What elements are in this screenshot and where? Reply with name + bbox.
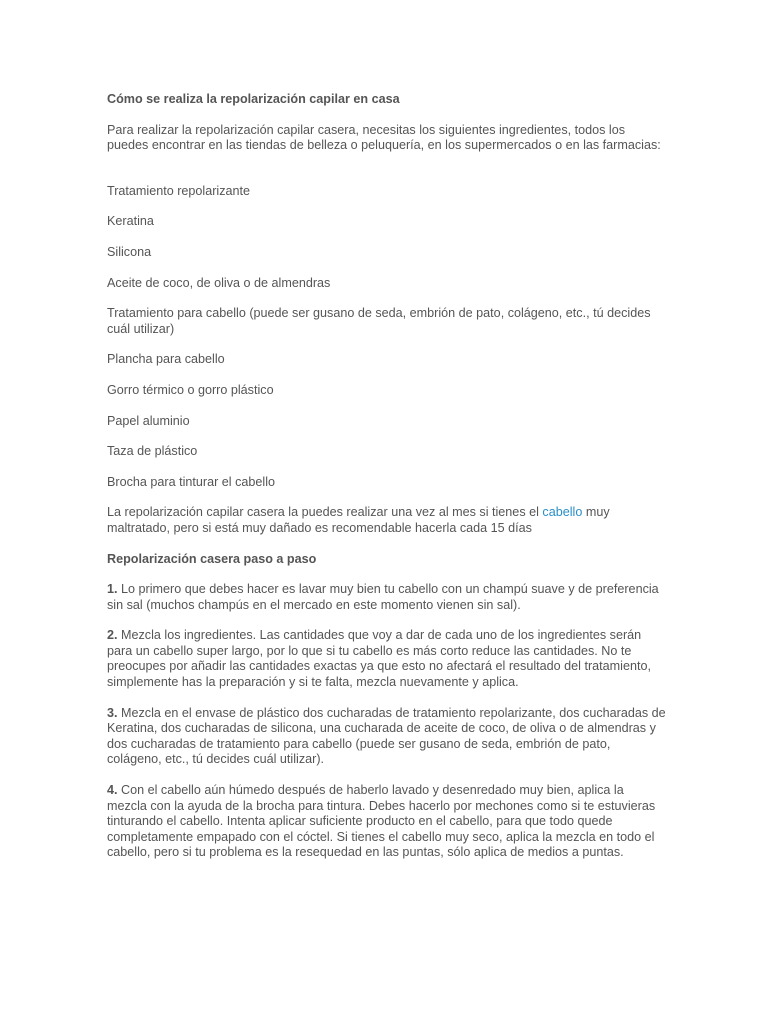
document-body [107,92,667,861]
step-paragraph [107,582,667,613]
ingredient-item: Gorro térmico o gorro plástico [107,382,274,397]
step-text: Lo primero que debes hacer es lavar muy bien tu cabello con un champú suave y de preferencia sin sal (muchos champús en el mercado en este momento vienen sin sal). [107,582,659,612]
steps-heading: Repolarización casera paso a paso [107,551,317,566]
step-number: 1. [107,582,118,597]
step-paragraph [107,628,667,690]
step-text: Mezcla en el envase de plástico dos cucharadas de tratamiento repolarizante, dos cucharadas de Keratina, dos cucharadas de silicona, una cucharada de aceite de coco, de oliva o de almendras y dos cucharadas de tratamiento para cabello (puede ser gusano de seda, embrión de pato, colágeno, etc., tú decides cuál utilizar). [107,705,666,767]
step-paragraph [107,783,667,861]
intro-paragraph: Para realizar la repolarización capilar casera, necesitas los siguientes ingredientes, todos los puedes encontrar en las tiendas de belleza o peluquería, en los supermercados o en las farmacias: [107,122,661,153]
step-number: 3. [107,705,118,720]
ingredient-item: Silicona [107,244,152,259]
frequency-text-before: La repolarización capilar casera la puedes realizar una vez al mes si tienes el [107,505,543,520]
step-number: 2. [107,628,118,643]
step-number: 4. [107,783,118,798]
frequency-text-after: muy maltratado, pero si está muy dañado es recomendable hacerla cada 15 días [107,505,610,535]
ingredient-item: Tratamiento para cabello (puede ser gusano de seda, embrión de pato, colágeno, etc., tú decides cuál utilizar) [107,306,651,336]
frequency-paragraph [107,505,667,536]
ingredient-item: Brocha para tinturar el cabello [107,474,276,489]
step-paragraph [107,706,667,768]
ingredient-item: Papel aluminio [107,413,190,428]
ingredient-item: Keratina [107,214,154,229]
step-text: Mezcla los ingredientes. Las cantidades que voy a dar de cada uno de los ingredientes serán para un cabello super largo, por lo que si tu cabello es más corto reduce las cantidades. No te preocupes por añadir las cantidades exactas ya que esto no afectará el resultado del tratamiento, simplemente has la preparación y si te falta, mezcla nuevamente y aplica. [107,628,651,690]
step-text: Con el cabello aún húmedo después de haberlo lavado y desenredado muy bien, aplica la mezcla con la ayuda de la brocha para tintura. Debes hacerlo por mechones como si te estuvieras tinturando el cabello. Intenta aplicar suficiente producto en el cabello, para que todo quede completamente empapado con el cóctel. Si tienes el cabello muy seco, aplica la mezcla en todo el cabello, pero si tu problema es la resequedad en las puntas, sólo aplica de medios a puntas. [107,783,656,860]
ingredient-item: Plancha para cabello [107,352,225,367]
ingredient-item: Aceite de coco, de oliva o de almendras [107,275,331,290]
section-heading: Cómo se realiza la repolarización capilar en casa [107,92,400,106]
ingredient-item: Taza de plástico [107,444,198,459]
ingredient-item: Tratamiento repolarizante [107,183,251,198]
cabello-link[interactable]: cabello [542,505,583,520]
